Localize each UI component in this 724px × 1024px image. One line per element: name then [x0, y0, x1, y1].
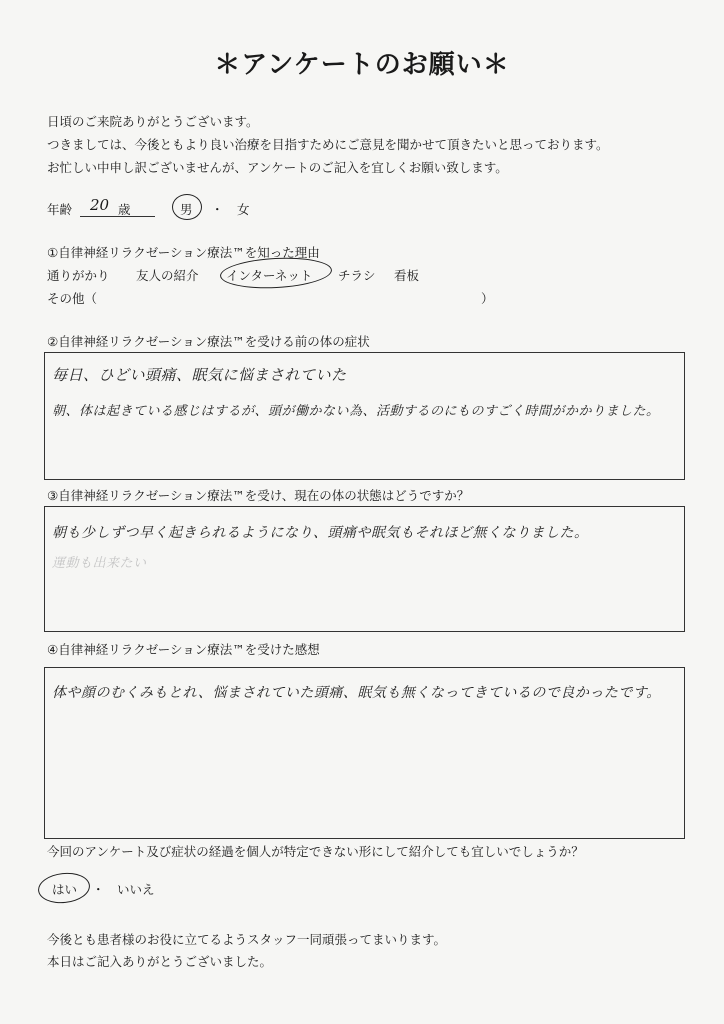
age-value: 20: [90, 196, 110, 214]
q2-answer-line-2: 朝、体は起きている感じはするが、頭が働かない為、活動するのにものすごく時間がかかりました。: [52, 404, 660, 419]
q3-heading: ③自律神経リラクゼーション療法™を受け、現在の体の状態はどうですか？: [47, 488, 470, 503]
q2-heading: ②自律神経リラクゼーション療法™を受ける前の体の症状: [47, 334, 370, 349]
intro-line-1: 日頃のご来院ありがとうございます。: [47, 114, 259, 129]
q4-answer-line-1: 体や顔のむくみもとれ、悩まされていた頭痛、眠気も無くなってきているので良かったです。: [52, 685, 661, 701]
q4-heading: ④自律神経リラクゼーション療法™を受けた感想: [47, 642, 320, 657]
q1-option-flyer: チラシ: [338, 268, 376, 283]
q1-option-internet: インターネット: [226, 268, 313, 283]
q1-heading: ①自律神経リラクゼーション療法™を知った理由: [47, 245, 320, 260]
gender-separator: ・: [211, 202, 224, 217]
consent-question: 今回のアンケート及び症状の経過を個人が特定できない形にして紹介しても宜しいでしょうか？: [47, 844, 584, 859]
q2-answer-line-1: 毎日、ひどい頭痛、眠気に悩まされていた: [52, 366, 347, 384]
gender-female: 女: [237, 202, 250, 217]
q1-option-friend: 友人の紹介: [136, 268, 199, 283]
intro-line-3: お忙しい中申し訳ございませんが、アンケートのご記入を宜しくお願い致します。: [47, 160, 508, 175]
consent-separator: ・: [92, 882, 105, 897]
age-unit: 歳: [118, 202, 131, 217]
q1-option-signboard: 看板: [394, 268, 420, 283]
closing-line-1: 今後とも患者様のお役に立てるようスタッフ一同頑張ってまいります。: [47, 932, 447, 947]
intro-line-2: つきましては、今後ともより良い治療を目指すためにご意見を聞かせて頂きたいと思っております。: [47, 137, 609, 152]
consent-no: いいえ: [117, 882, 155, 897]
q1-other-label: その他（: [47, 291, 98, 306]
age-underline: [80, 216, 155, 217]
gender-male: 男: [180, 202, 193, 217]
gender-male-circle-mark: [172, 194, 202, 220]
q3-answer-line-2-faint: 運動も出来たい: [52, 556, 147, 571]
q1-option-passing: 通りがかり: [47, 268, 110, 283]
consent-yes: はい: [52, 882, 78, 897]
closing-line-2: 本日はご記入ありがとうございました。: [47, 954, 273, 969]
age-label: 年齢: [47, 202, 73, 217]
consent-yes-circle-mark: [37, 870, 92, 905]
q1-other-close: ）: [481, 291, 494, 306]
q3-answer-line-1: 朝も少しずつ早く起きられるようになり、頭痛や眠気もそれほど無くなりました。: [52, 525, 589, 541]
form-title: ＊アンケートのお願い＊: [214, 50, 510, 80]
